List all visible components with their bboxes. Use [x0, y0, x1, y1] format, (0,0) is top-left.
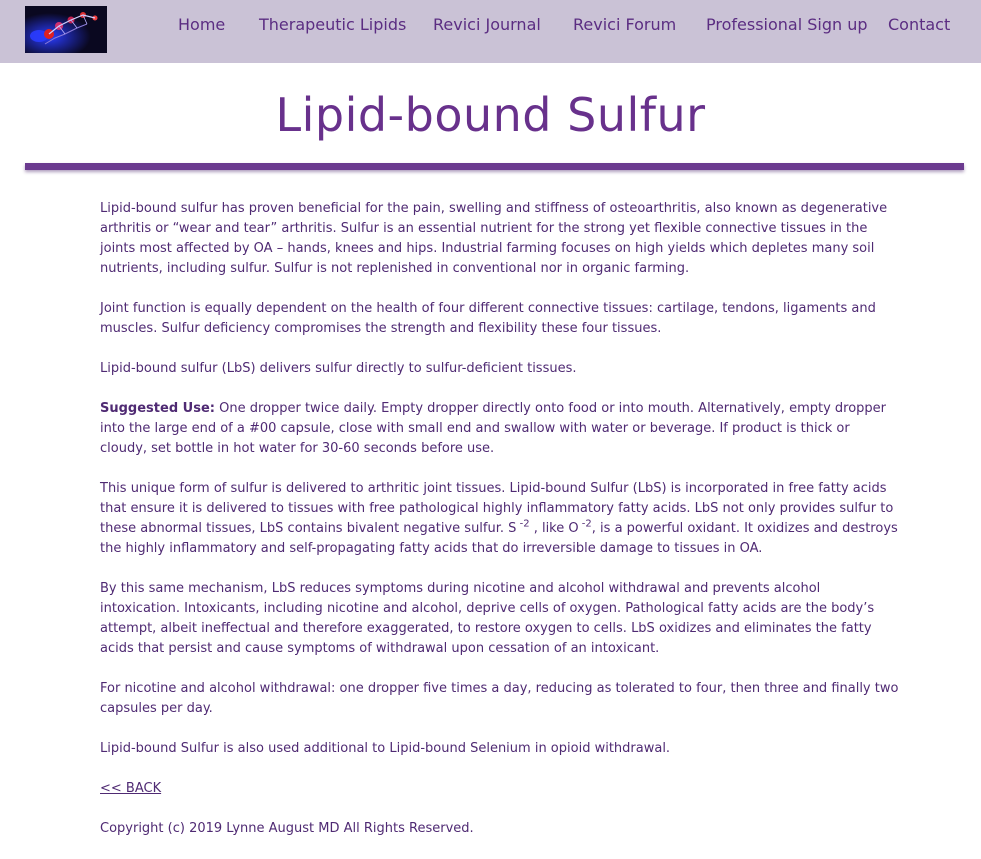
nav-home[interactable]: Home [178, 15, 226, 34]
mechanism-text-a: This unique form of sulfur is delivered to arthritic joint tissues. Lipid-bound Sulfur (LbS) is incorporated in free fatty acids that ensure it is delivered to tissues with free pathological highly inflammatory fatty acids. LbS not only provides sulfur to these abnormal tissues, LbS contains bivalent negative sulfur. S [100, 481, 894, 536]
suggested-use-text: One dropper twice daily. Empty dropper directly onto food or into mouth. Alternatively, empty dropper into the large end of a #00 capsule, close with small end and swallow with water or beverage. If product is thick or cloudy, set bottle in hot water for 30-60 seconds before use. [100, 401, 887, 456]
mechanism-text-b: , like O [529, 521, 579, 536]
paragraph-withdrawal: By this same mechanism, LbS reduces symptoms during nicotine and alcohol withdrawal and prevents alcohol intoxication. Intoxicants, including nicotine and alcohol, deprive cells of oxygen. Pathological fatty acids are the body’s attempt, albeit ineffectual and therefore exaggerated, to restore oxygen to cells. LbS oxidizes and eliminates the fatty acids that persist and cause symptoms of withdrawal upon cessation of an intoxicant. [100, 581, 875, 656]
copyright-notice: Copyright (c) 2019 Lynne August MD All Rights Reserved. [100, 821, 474, 836]
paragraph-lbs-delivery: Lipid-bound sulfur (LbS) delivers sulfur directly to sulfur-deficient tissues. [100, 361, 577, 376]
article-body [100, 199, 900, 859]
mechanism-text-c: , is a powerful oxidant. It oxidizes and destroys the highly inflammatory and self-propagating fatty acids that do irreversible damage to tissues in OA. [100, 521, 898, 556]
paragraph-osteoarthritis: Lipid-bound sulfur has proven beneficial for the pain, swelling and stiffness of osteoarthritis, also known as degenerative arthritis or “wear and tear” arthritis. Sulfur is an essential nutrient for the strong yet flexible connective tissues in the joints most affected by OA – hands, knees and hips. Industrial farming focuses on high yields which depletes many soil nutrients, including sulfur. Sulfur is not replenished in conventional nor in organic farming. [100, 201, 888, 276]
paragraph-suggested-use [100, 399, 900, 459]
paragraph-withdrawal-dosage: For nicotine and alcohol withdrawal: one dropper five times a day, reducing as tolerated to four, then three and finally two capsules per day. [100, 681, 899, 716]
nav-revici-journal[interactable]: Revici Journal [433, 15, 541, 34]
oxygen-charge-superscript: -2 [578, 518, 592, 530]
suggested-use-label: Suggested Use: [100, 401, 215, 416]
molecule-logo-icon [25, 6, 107, 53]
nav-therapeutic-lipids[interactable]: Therapeutic Lipids [259, 15, 407, 34]
top-navigation-bar [0, 0, 981, 63]
nav-revici-forum[interactable]: Revici Forum [573, 15, 677, 34]
back-paragraph [100, 779, 900, 799]
nav-professional-sign-up[interactable]: Professional Sign up [706, 15, 868, 34]
paragraph-opioid-withdrawal: Lipid-bound Sulfur is also used additional to Lipid-bound Selenium in opioid withdrawal. [100, 741, 671, 756]
page-title: Lipid-bound Sulfur [275, 88, 706, 142]
sulfur-charge-superscript: -2 [516, 518, 530, 530]
paragraph-joint-function: Joint function is equally dependent on the health of four different connective tissues: cartilage, tendons, ligaments and muscles. Sulfur deficiency compromises the strength and flexibility these four tissues. [100, 301, 876, 336]
paragraph-mechanism [100, 479, 900, 559]
title-divider [25, 163, 964, 170]
back-link[interactable]: << BACK [100, 781, 162, 796]
nav-contact[interactable]: Contact [888, 15, 951, 34]
site-logo[interactable] [25, 6, 107, 53]
